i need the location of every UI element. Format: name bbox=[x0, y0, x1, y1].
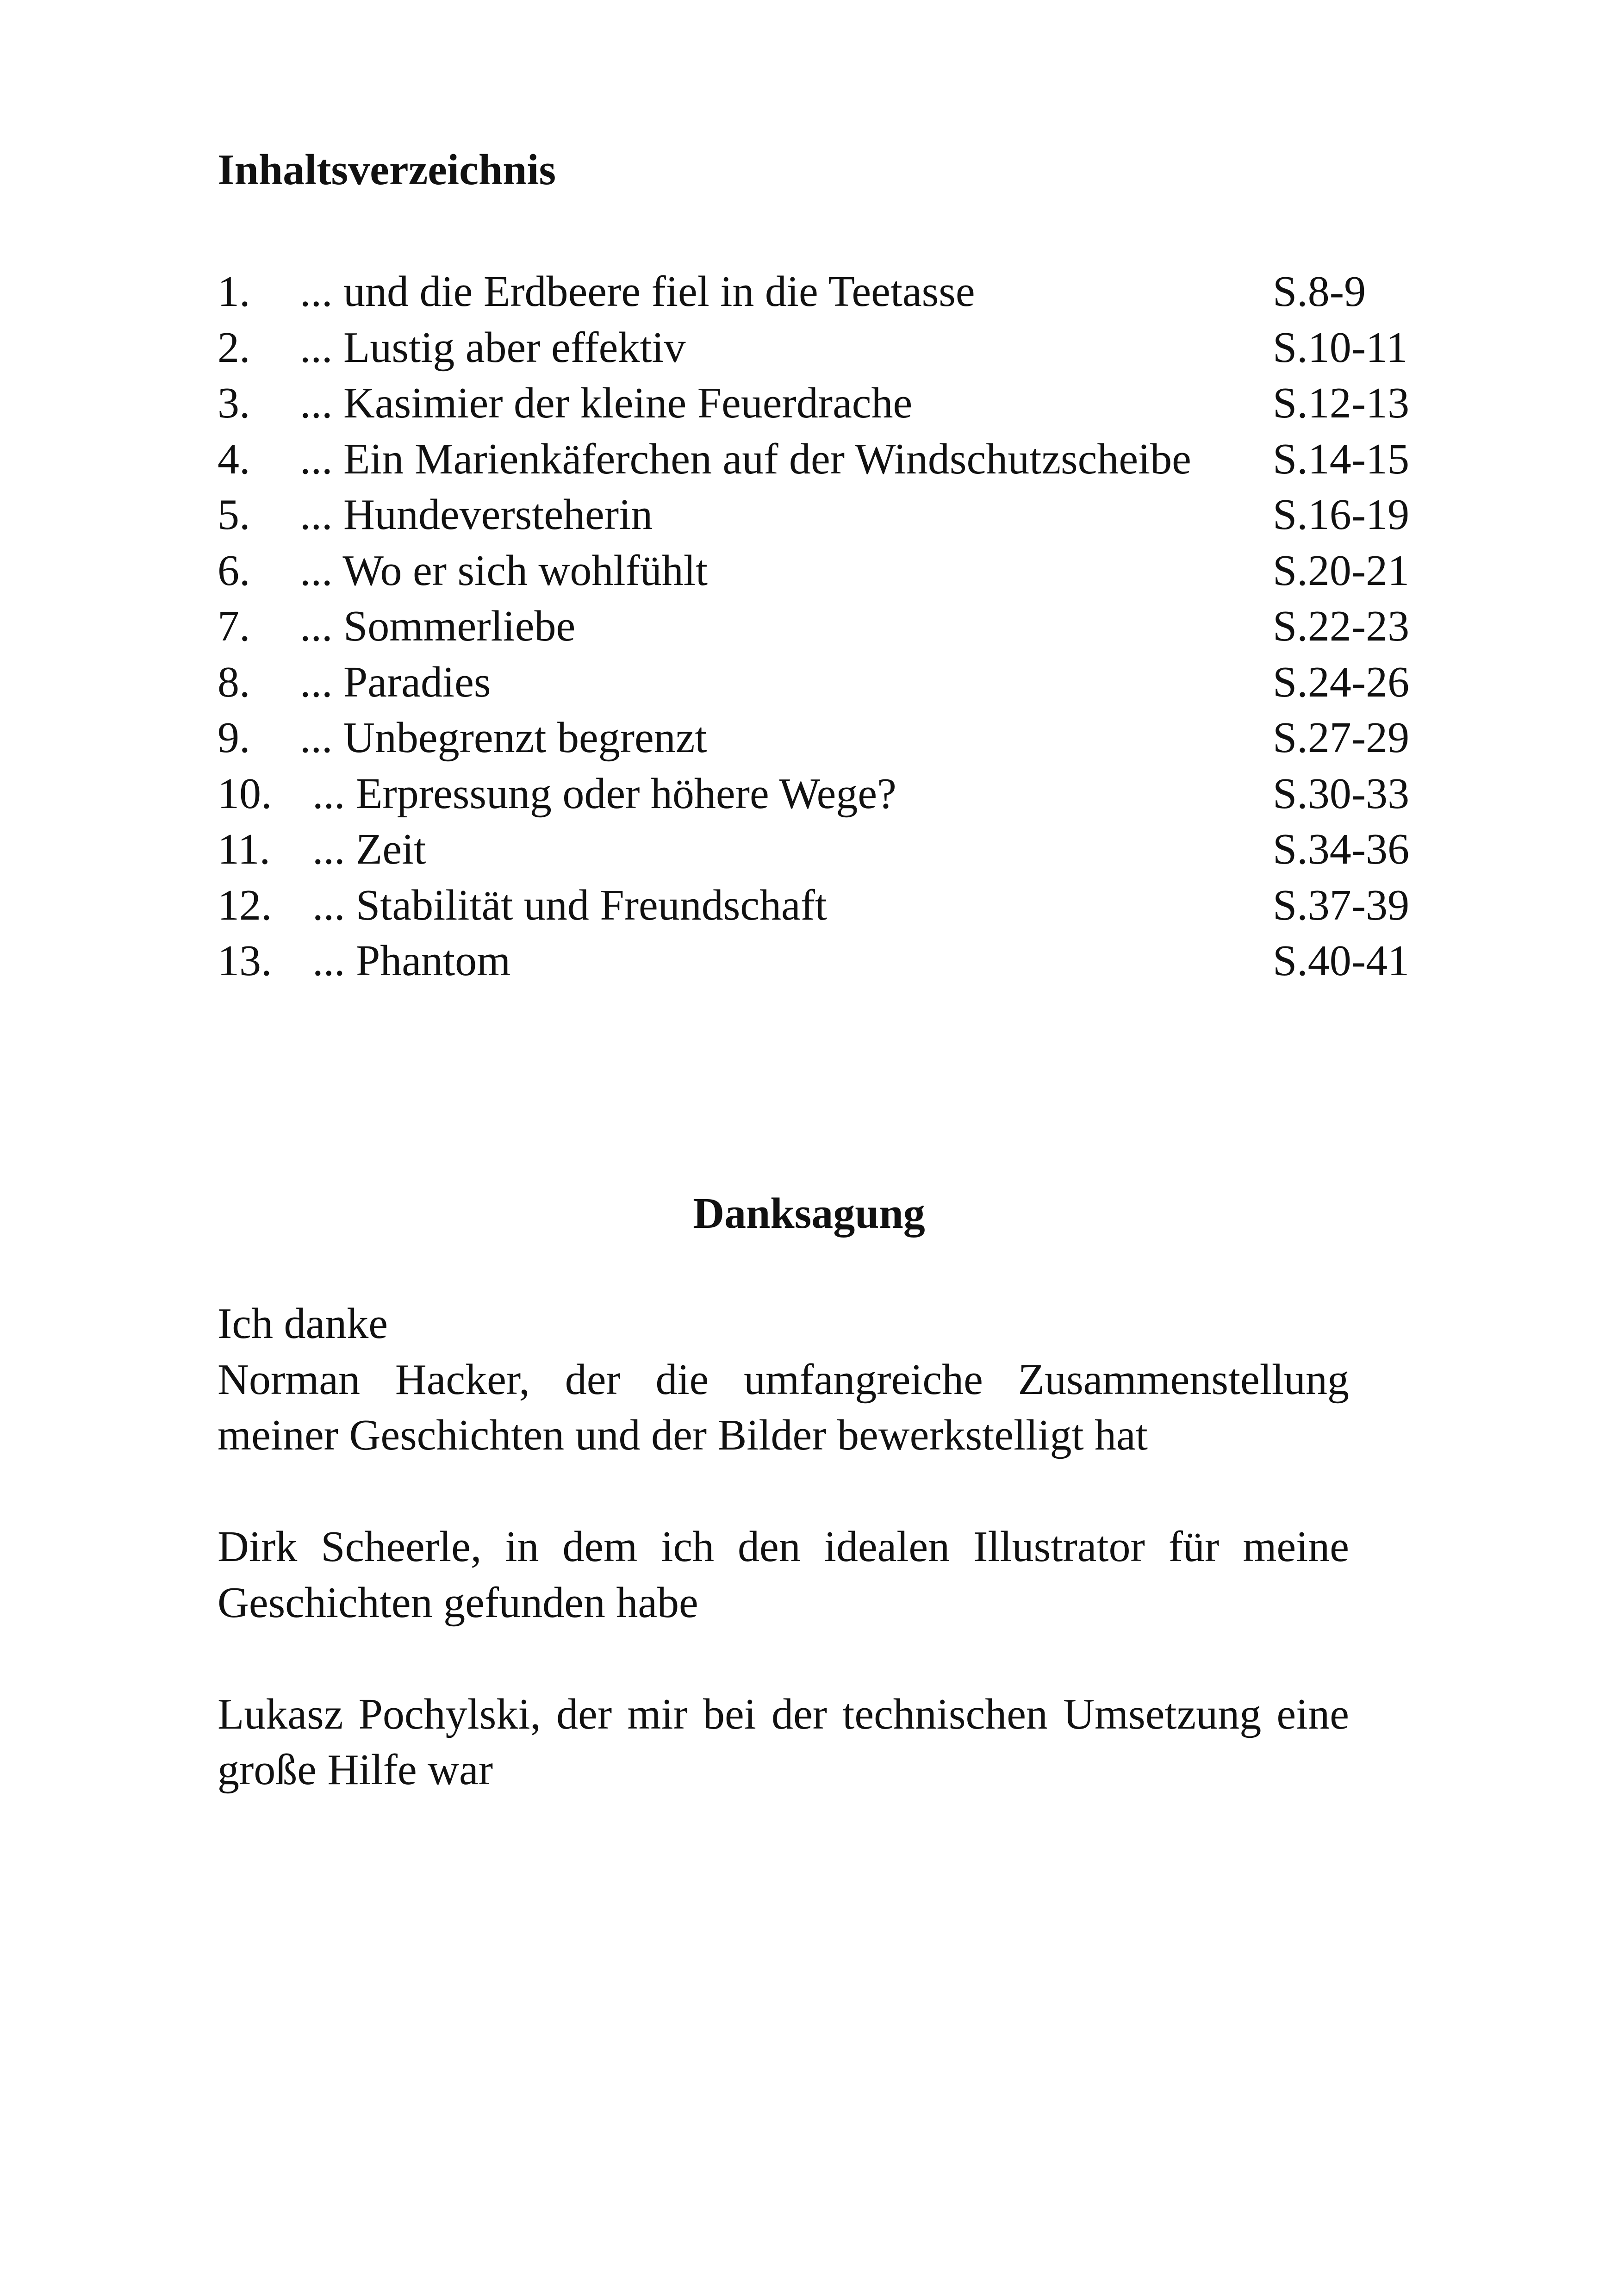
acknowledgement-paragraph: Norman Hacker, der die umfangreiche Zusammenstellung meiner Geschichten und der Bilder bewerkstelligt hat bbox=[218, 1355, 1349, 1459]
toc-entry-title: ... Unbegrenzt begrenzt bbox=[300, 714, 707, 762]
toc-entry-title: ... Erpressung oder höhere Wege? bbox=[312, 769, 896, 818]
toc-entry bbox=[218, 543, 1467, 599]
toc-entry-pages: S.30-33 bbox=[1273, 769, 1410, 818]
acknowledgement-paragraph: Lukasz Pochylski, der mir bei der technischen Umsetzung eine große Hilfe war bbox=[218, 1690, 1349, 1794]
toc-entry bbox=[218, 598, 1467, 654]
toc-entry bbox=[218, 766, 1467, 822]
toc-entry bbox=[218, 654, 1467, 710]
toc-entry-pages: S.14-15 bbox=[1273, 435, 1410, 483]
toc-entry-pages: S.37-39 bbox=[1273, 881, 1410, 929]
toc-entry-number: 4. bbox=[218, 435, 250, 483]
toc-entry-pages: S.16-19 bbox=[1273, 491, 1410, 539]
toc-entry bbox=[218, 877, 1467, 933]
acknowledgements-body bbox=[218, 1296, 1349, 1854]
toc-entry-title: ... Kasimier der kleine Feuerdrache bbox=[300, 379, 913, 427]
acknowledgements-intro: Ich danke bbox=[218, 1300, 388, 1348]
toc-entry-title: ... Ein Marienkäferchen auf der Windschutzscheibe bbox=[300, 435, 1191, 483]
toc-entry bbox=[218, 431, 1467, 487]
toc-entry-number: 13. bbox=[218, 937, 272, 985]
toc-entry-number: 9. bbox=[218, 714, 250, 762]
acknowledgements-heading: Danksagung bbox=[693, 1189, 925, 1238]
toc-entry bbox=[218, 933, 1467, 989]
toc-entry bbox=[218, 375, 1467, 431]
toc-entry-title: ... Stabilität und Freundschaft bbox=[312, 881, 828, 929]
toc-entry-pages: S.20-21 bbox=[1273, 546, 1410, 595]
toc-entry-title: ... Phantom bbox=[312, 937, 511, 985]
toc-entry-pages: S.12-13 bbox=[1273, 379, 1410, 427]
toc-list bbox=[218, 264, 1467, 989]
toc-entry-pages: S.10-11 bbox=[1273, 323, 1408, 372]
toc-entry-pages: S.8-9 bbox=[1273, 268, 1366, 316]
toc-entry-number: 7. bbox=[218, 602, 250, 650]
acknowledgement-paragraph: Dirk Scheerle, in dem ich den idealen Illustrator für meine Geschichten gefunden habe bbox=[218, 1523, 1349, 1627]
toc-entry-pages: S.34-36 bbox=[1273, 825, 1410, 873]
toc-entry-pages: S.22-23 bbox=[1273, 602, 1410, 650]
toc-entry bbox=[218, 710, 1467, 766]
toc-entry-pages: S.24-26 bbox=[1273, 658, 1410, 706]
toc-entry-number: 5. bbox=[218, 491, 250, 539]
toc-entry-title: ... Paradies bbox=[300, 658, 491, 706]
toc-entry bbox=[218, 264, 1467, 320]
toc-entry-title: ... und die Erdbeere fiel in die Teetasse bbox=[300, 268, 975, 316]
toc-entry bbox=[218, 487, 1467, 543]
toc-entry-number: 8. bbox=[218, 658, 250, 706]
toc-entry-title: ... Sommerliebe bbox=[300, 602, 576, 650]
toc-entry bbox=[218, 320, 1467, 376]
toc-entry-pages: S.40-41 bbox=[1273, 937, 1410, 985]
toc-entry-number: 3. bbox=[218, 379, 250, 427]
toc-entry-number: 10. bbox=[218, 769, 272, 818]
toc-heading: Inhaltsverzeichnis bbox=[218, 146, 556, 194]
toc-entry-number: 11. bbox=[218, 825, 271, 873]
toc-entry-title: ... Wo er sich wohlfühlt bbox=[300, 546, 708, 595]
toc-entry-title: ... Zeit bbox=[312, 825, 426, 873]
toc-entry-number: 2. bbox=[218, 323, 250, 372]
toc-entry-pages: S.27-29 bbox=[1273, 714, 1410, 762]
toc-entry-number: 6. bbox=[218, 546, 250, 595]
toc-entry-number: 1. bbox=[218, 268, 250, 316]
toc-entry-title: ... Lustig aber effektiv bbox=[300, 323, 686, 372]
toc-entry-number: 12. bbox=[218, 881, 272, 929]
toc-entry-title: ... Hundeversteherin bbox=[300, 491, 653, 539]
toc-entry bbox=[218, 821, 1467, 877]
